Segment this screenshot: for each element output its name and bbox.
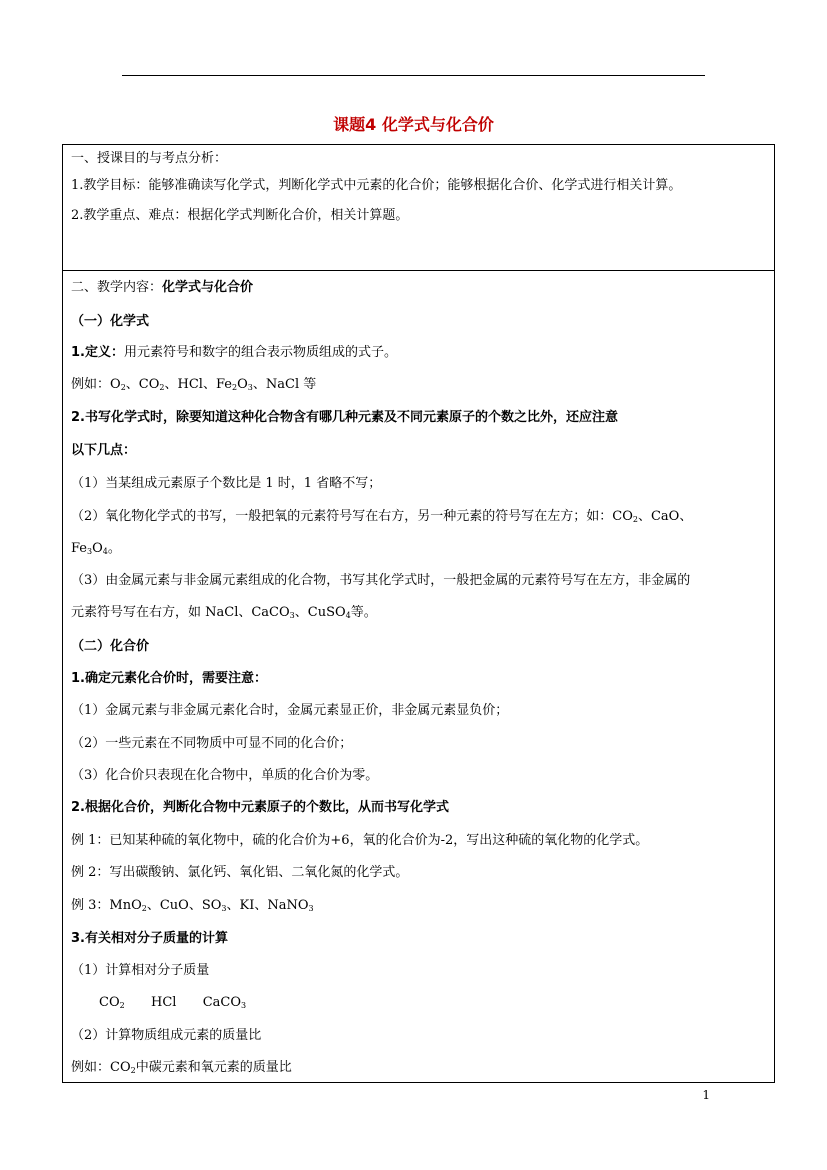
example-3: 例 3：MnO$_2$、CuO、$SO_3$、KI、NaNO$_3$: [71, 898, 314, 913]
example-1: 例 1：已知某种硫的氧化物中，硫的化合价为+6，氧的化合价为-2，写出这种硫的氧化物的化学式。: [71, 833, 649, 848]
objectives-heading: 一、授课目的与考点分析：: [71, 151, 228, 166]
objectives-box: [62, 144, 775, 271]
note-1: （1）当某组成元素原子个数比是 1 时，1 省略不写；: [71, 476, 382, 491]
note-2: （2）氧化物化学式的书写，一般把氧的元素符号写在右方，另一种元素的符号写在左方；如：$CO_2$、CaO、: [71, 509, 693, 524]
ex-co2: $CO_2$: [138, 377, 165, 392]
teaching-goal: 1.教学目标：能够准确读写化学式，判断化学式中元素的化合价；能够根据化合价、化学式进行相关计算。: [71, 178, 682, 193]
calc-2-example: 例如：$CO_2$中碳元素和氧元素的质量比: [71, 1060, 292, 1075]
content-heading: [71, 280, 766, 296]
rule2-line2: 以下几点：: [71, 443, 137, 458]
ex-fe2o3: $Fe_2O_3$: [215, 377, 253, 392]
note-3-line1: （3）由金属元素与非金属元素组成的化合物，书写其化学式时，一般把金属的元素符号写在左方，非金属的: [71, 573, 691, 588]
calc-title: 3.有关相对分子质量的计算: [71, 931, 228, 946]
header-rule: [122, 75, 705, 76]
page-number: 1: [702, 1088, 710, 1102]
formula-hcl: HCl: [150, 995, 177, 1010]
part2-title: （二）化合价: [71, 639, 150, 654]
valence-note-3: （3）化合价只表现在化合物中，单质的化合价为零。: [71, 768, 379, 783]
calc-2: （2）计算物质组成元素的质量比: [71, 1028, 262, 1043]
key-points: 2.教学重点、难点：根据化学式判断化合价，相关计算题。: [71, 208, 409, 223]
ex-hcl: HCl: [177, 377, 203, 392]
page-title: 课题4 化学式与化合价: [333, 115, 494, 134]
definition-label: 1.定义：: [71, 345, 124, 360]
part1-title: （一）化学式: [71, 314, 150, 329]
formula-co2: $CO_2$: [99, 995, 125, 1010]
calc-1-formulas: [71, 995, 766, 1011]
ex-nacl: NaCl: [265, 377, 300, 392]
rule2-line1: 2.书写化学式时，除要知道这种化合物含有哪几种元素及不同元素原子的个数之比外，还应注意: [71, 410, 618, 425]
valence-note-2: （2）一些元素在不同物质中可显不同的化合价；: [71, 736, 353, 751]
formula-examples: 例如：$O_2$、$CO_2$、HCl、$Fe_2O_3$、NaCl 等: [71, 377, 317, 392]
note-2-cont: $Fe_3O_4$。: [71, 541, 121, 556]
definition-text: 用元素符号和数字的组合表示物质组成的式子。: [123, 345, 397, 360]
definition: [71, 345, 766, 361]
content-heading-prefix: 二、教学内容：: [71, 280, 163, 295]
example-2: 例 2：写出碳酸钠、氯化钙、氧化铝、二氧化氮的化学式。: [71, 865, 409, 880]
content-heading-topic: 化学式与化合价: [162, 280, 254, 295]
formula-caco3: CaCO$_3$: [202, 995, 247, 1010]
content-box: [62, 270, 775, 1083]
valence-note-1: （1）金属元素与非金属元素化合时，金属元素显正价，非金属元素显负价；: [71, 703, 509, 718]
note-3-line2: 元素符号写在右方，如 NaCl、CaCO$_3$、CuSO$_4$等。: [71, 605, 377, 620]
ex-o2: $O_2$: [110, 377, 126, 392]
valence-label: 1.确定元素化合价时，需要注意：: [71, 671, 267, 686]
rule-write-formula: 2.根据化合价，判断化合物中元素原子的个数比，从而书写化学式: [71, 800, 449, 815]
calc-1: （1）计算相对分子质量: [71, 963, 210, 978]
examples-prefix: 例如：: [71, 377, 111, 392]
